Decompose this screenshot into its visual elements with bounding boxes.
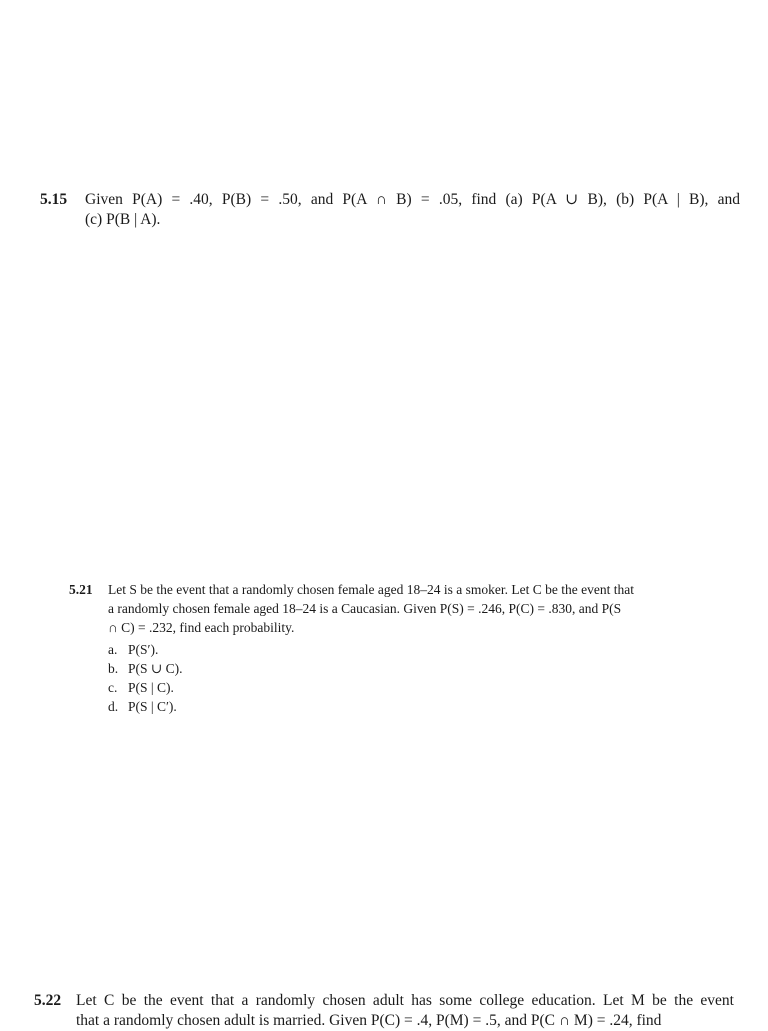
part-text: P(S | C). xyxy=(128,680,174,695)
problem-5-21-parts xyxy=(69,640,699,716)
problem-5-21-line-3: ∩ C) = .232, find each probability. xyxy=(108,620,295,635)
problem-5-22-line-1 xyxy=(34,991,734,1011)
problem-5-21-line-1 xyxy=(69,580,699,599)
problem-number: 5.22 xyxy=(34,992,62,1009)
problem-5-21 xyxy=(69,580,699,716)
problem-5-15-line-1 xyxy=(40,190,740,210)
part-letter: a. xyxy=(108,642,118,657)
problem-5-15-line-2: (c) P(B | A). xyxy=(85,211,161,228)
problem-number: 5.21 xyxy=(69,582,93,597)
problem-5-21-line-2: a randomly chosen female aged 18–24 is a Caucasian. Given P(S) = .246, P(C) = .830, and P(S xyxy=(108,601,622,616)
problem-5-15 xyxy=(40,190,740,230)
part-text: P(S | C′). xyxy=(128,699,177,714)
problem-text: Let C be the event that a randomly chosen adult has some college education. Let M be the event xyxy=(76,992,734,1009)
part-letter: d. xyxy=(108,699,119,714)
part-d xyxy=(108,697,699,716)
problem-number: 5.15 xyxy=(40,191,68,208)
part-letter: b. xyxy=(108,661,119,676)
problem-text: Let S be the event that a randomly chosen female aged 18–24 is a smoker. Let C be the event that xyxy=(108,582,634,597)
part-text: P(S′). xyxy=(128,642,159,657)
part-letter: c. xyxy=(108,680,118,695)
problem-5-22-line-2: that a randomly chosen adult is married. Given P(C) = .4, P(M) = .5, and P(C ∩ M) = .24, find xyxy=(76,1012,662,1029)
part-c xyxy=(108,678,699,697)
part-a xyxy=(108,640,699,659)
problem-5-22 xyxy=(34,991,734,1031)
problem-text: Given P(A) = .40, P(B) = .50, and P(A ∩ B) = .05, find (a) P(A ∪ B), (b) P(A | B), and xyxy=(85,191,740,208)
part-b xyxy=(108,659,699,678)
part-text: P(S ∪ C). xyxy=(128,661,183,676)
